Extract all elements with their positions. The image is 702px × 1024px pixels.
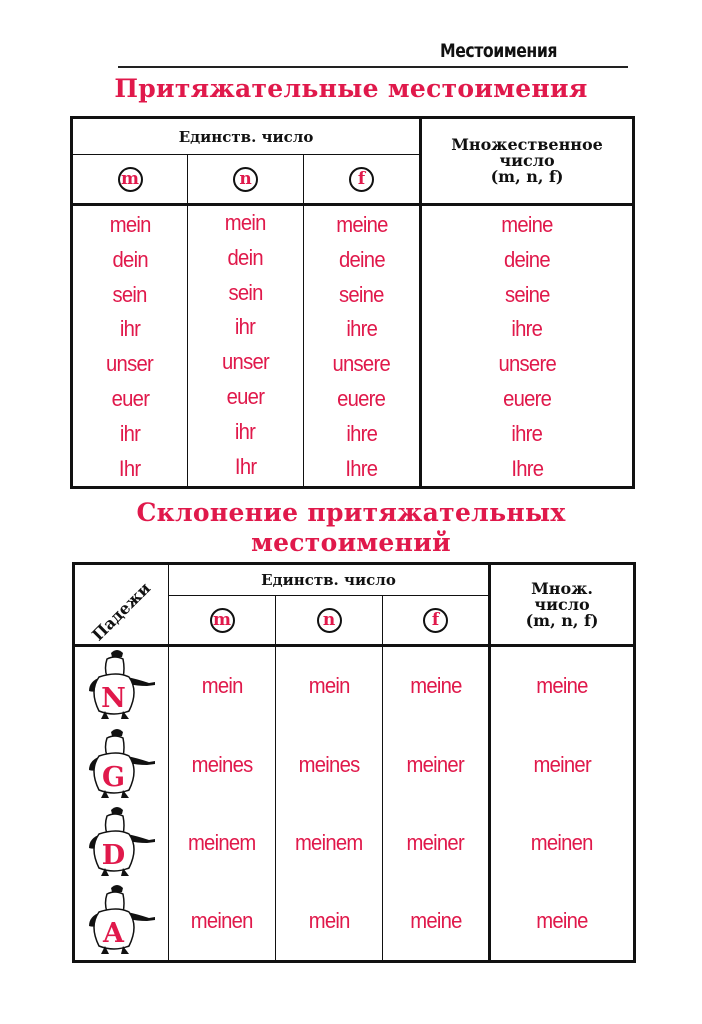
case-letter: G (101, 761, 126, 793)
plural-header-line3: (m, n, f) (490, 167, 564, 186)
case-figure-icon (79, 804, 165, 882)
plural-header-line3: (m, n, f) (525, 610, 599, 630)
word: meine (536, 907, 588, 933)
word: euer (226, 383, 265, 409)
plural-header (490, 564, 635, 646)
word: Ihre (345, 455, 378, 481)
column-feminine (304, 205, 421, 488)
case-letter: N (101, 683, 126, 715)
plural-header-line2: число (534, 594, 590, 614)
case-figure-icon (79, 726, 165, 804)
title-declension (70, 498, 632, 558)
word: meine (536, 673, 588, 699)
cell-n (276, 646, 383, 726)
cell-f (383, 804, 490, 882)
plural-header (421, 118, 634, 205)
word: ihre (511, 316, 543, 342)
cell-f (383, 882, 490, 962)
cases-header-label: Падежи (88, 577, 155, 645)
case-figure-icon (79, 647, 165, 725)
title-declension-line1: Склонение притяжательных (136, 498, 566, 527)
case-letter: A (103, 917, 124, 949)
cell-m (169, 646, 276, 726)
word: seine (339, 281, 384, 307)
case-cell (74, 646, 169, 726)
singular-header: Единств. число (72, 118, 421, 155)
word: mein (308, 907, 350, 933)
word: ihr (119, 420, 141, 446)
word: seine (504, 281, 550, 307)
case-row-genitive (74, 726, 635, 804)
word: ihr (235, 314, 256, 340)
word: dein (112, 246, 148, 272)
column-masculine (72, 205, 188, 488)
word: meine (409, 907, 462, 933)
word: unsere (498, 351, 556, 377)
cell-m (169, 882, 276, 962)
gender-badge-n: n (233, 167, 258, 192)
word: ihr (235, 418, 256, 444)
word: deine (504, 246, 550, 272)
word: meine (335, 212, 388, 237)
word: euere (337, 385, 386, 411)
header-rule (118, 66, 628, 68)
gender-badge-n: n (317, 608, 342, 633)
case-cell (74, 726, 169, 804)
column-plural (421, 205, 634, 488)
word: sein (112, 281, 148, 307)
cell-f (383, 726, 490, 804)
word: meiner (406, 829, 465, 855)
gender-header-n (276, 596, 383, 646)
word: meine (409, 673, 462, 699)
word: meiner (406, 751, 465, 777)
gender-header-m (72, 155, 188, 205)
gender-badge-m: m (118, 167, 143, 192)
word: mein (308, 673, 350, 699)
word: meine (501, 212, 553, 237)
case-cell (74, 882, 169, 962)
word: mein (201, 673, 243, 699)
gender-header-f (383, 596, 490, 646)
word: meines (298, 751, 360, 777)
word: ihr (119, 316, 141, 342)
section-header: Местоимения (440, 40, 558, 62)
column-neuter (188, 205, 304, 488)
word: euer (111, 385, 149, 411)
declension-table (72, 562, 636, 963)
plural-header-line2: число (499, 151, 555, 170)
plural-header-line1: Множественное (451, 135, 603, 154)
singular-header: Единств. число (169, 564, 490, 596)
gender-header-m (169, 596, 276, 646)
gender-badge-m: m (210, 608, 235, 633)
title-possessive-pronouns: Притяжательные местоимения (114, 74, 588, 103)
word: dein (227, 244, 264, 270)
gender-badge-f: f (423, 608, 448, 633)
cell-m (169, 804, 276, 882)
word: ihre (346, 316, 377, 342)
case-cell (74, 804, 169, 882)
case-figure-icon (79, 882, 165, 960)
cases-header (74, 564, 169, 646)
cell-n (276, 804, 383, 882)
word: sein (228, 279, 263, 305)
gender-header-n (188, 155, 304, 205)
word: meiner (533, 751, 591, 777)
plural-header-line1: Множ. (531, 578, 593, 598)
word: meines (191, 751, 253, 777)
case-row-nominative (74, 646, 635, 726)
word: deine (338, 246, 385, 272)
possessive-pronouns-table (70, 116, 635, 489)
case-row-accusative (74, 882, 635, 962)
cell-f (383, 646, 490, 726)
word: euere (502, 385, 552, 411)
word: meinem (295, 829, 363, 855)
word: Ihr (119, 455, 141, 481)
word: Ihr (234, 453, 257, 479)
word: mein (225, 210, 266, 235)
word: meinen (191, 907, 253, 933)
word: unser (106, 351, 154, 377)
gender-badge-f: f (349, 167, 374, 192)
title-declension-line2: местоимений (251, 528, 451, 557)
word: mein (109, 212, 151, 237)
gender-header-f (304, 155, 421, 205)
word: ihre (511, 420, 543, 446)
cell-pl (490, 726, 635, 804)
word: unser (222, 349, 269, 375)
word: Ihre (511, 455, 544, 481)
cell-pl (490, 882, 635, 962)
cell-pl (490, 804, 635, 882)
word: meinem (188, 829, 256, 855)
case-row-dative (74, 804, 635, 882)
word: ihre (346, 420, 377, 446)
word: unsere (332, 351, 391, 377)
cell-n (276, 882, 383, 962)
case-letter: D (101, 839, 126, 871)
cell-pl (490, 646, 635, 726)
word: meinen (531, 829, 593, 855)
cell-n (276, 726, 383, 804)
cell-m (169, 726, 276, 804)
